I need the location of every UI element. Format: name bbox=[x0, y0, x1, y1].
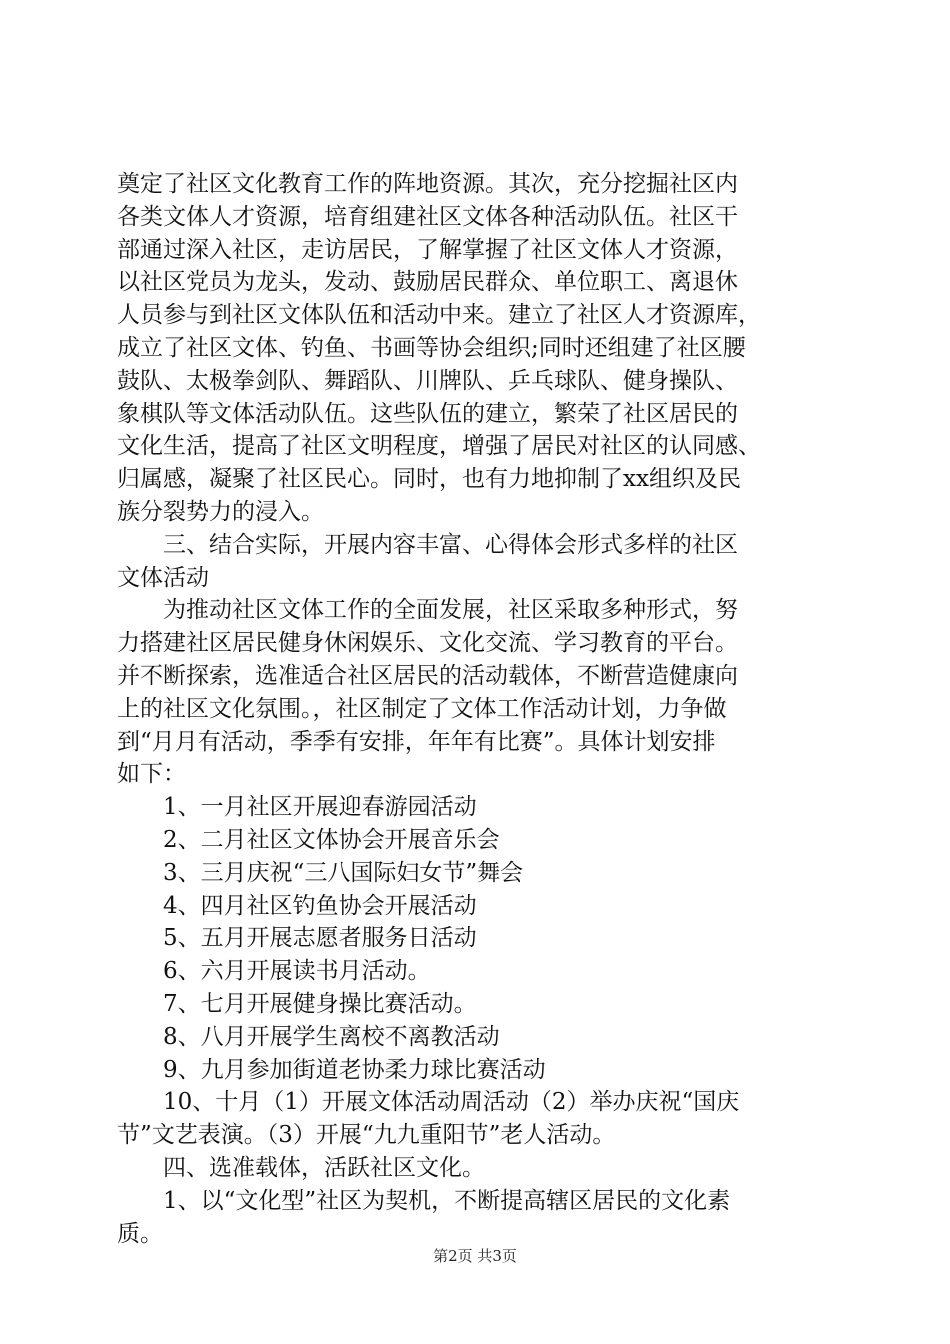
page-number-footer: 第2页 共3页 bbox=[433, 1247, 517, 1265]
text-line: 到“月月有活动，季季有安排，年年有比赛”。具体计划安排 bbox=[117, 728, 716, 755]
text-line: 鼓队、太极拳剑队、舞蹈队、川牌队、乒乓球队、健身操队、 bbox=[117, 367, 738, 394]
text-line: 节”文艺表演。（3）开展“九九重阳节”老人活动。 bbox=[117, 1122, 616, 1149]
text-line: 如下： bbox=[117, 761, 186, 788]
text-line: 1、以“文化型”社区为契机，不断提高辖区居民的文化素 bbox=[117, 1187, 731, 1214]
text-line: 4、四月社区钓鱼协会开展活动 bbox=[117, 892, 477, 919]
text-line: 6、六月开展读书月活动。 bbox=[117, 958, 431, 985]
text-line: 9、九月参加街道老协柔力球比赛活动 bbox=[117, 1056, 546, 1083]
text-line: 文化生活，提高了社区文明程度，增强了居民对社区的认同感、 bbox=[117, 433, 761, 460]
text-line: 四、选准载体，活跃社区文化。 bbox=[117, 1154, 485, 1181]
text-line: 上的社区文化氛围。，社区制定了文体工作活动计划，力争做 bbox=[117, 695, 727, 722]
text-line: 2、二月社区文体协会开展音乐会 bbox=[117, 826, 500, 853]
text-line: 3、三月庆祝“三八国际妇女节”舞会 bbox=[117, 859, 524, 886]
text-line: 为推动社区文体工作的全面发展，社区采取多种形式，努 bbox=[117, 597, 738, 624]
text-line: 5、五月开展志愿者服务日活动 bbox=[117, 925, 477, 952]
text-line: 8、八月开展学生离校不离教活动 bbox=[117, 1023, 500, 1050]
document-body bbox=[117, 168, 837, 1250]
text-line: 奠定了社区文化教育工作的阵地资源。其次，充分挖掘社区内 bbox=[117, 171, 738, 197]
text-line: 文体活动 bbox=[117, 564, 209, 591]
text-line: 归属感，凝聚了社区民心。同时，也有力地抑制了xx组织及民 bbox=[117, 466, 741, 493]
text-line: 10、十月（1）开展文体活动周活动（2）举办庆祝“国庆 bbox=[117, 1089, 740, 1116]
text-line: 7、七月开展健身操比赛活动。 bbox=[117, 990, 477, 1017]
text-line: 各类文体人才资源，培育组建社区文体各种活动队伍。社区干 bbox=[117, 203, 738, 230]
text-line: 以社区党员为龙头，发动、鼓励居民群众、单位职工、离退休 bbox=[117, 269, 738, 296]
text-line: 象棋队等文体活动队伍。这些队伍的建立，繁荣了社区居民的 bbox=[117, 400, 738, 427]
text-line: 质。 bbox=[117, 1220, 163, 1247]
text-line: 三、结合实际，开展内容丰富、心得体会形式多样的社区 bbox=[117, 531, 738, 558]
text-line: 力搭建社区居民健身休闲娱乐、文化交流、学习教育的平台。 bbox=[117, 630, 738, 657]
text-line: 1、一月社区开展迎春游园活动 bbox=[117, 794, 477, 821]
text-line: 成立了社区文体、钓鱼、书画等协会组织;同时还组建了社区腰 bbox=[117, 334, 746, 361]
text-line: 部通过深入社区，走访居民，了解掌握了社区文体人才资源， bbox=[117, 236, 738, 263]
text-line: 人员参与到社区文体队伍和活动中来。建立了社区人才资源库， bbox=[117, 302, 761, 329]
text-line: 族分裂势力的浸入。 bbox=[117, 498, 324, 525]
text-line: 并不断探索，选准适合社区居民的活动载体，不断营造健康向 bbox=[117, 662, 738, 689]
